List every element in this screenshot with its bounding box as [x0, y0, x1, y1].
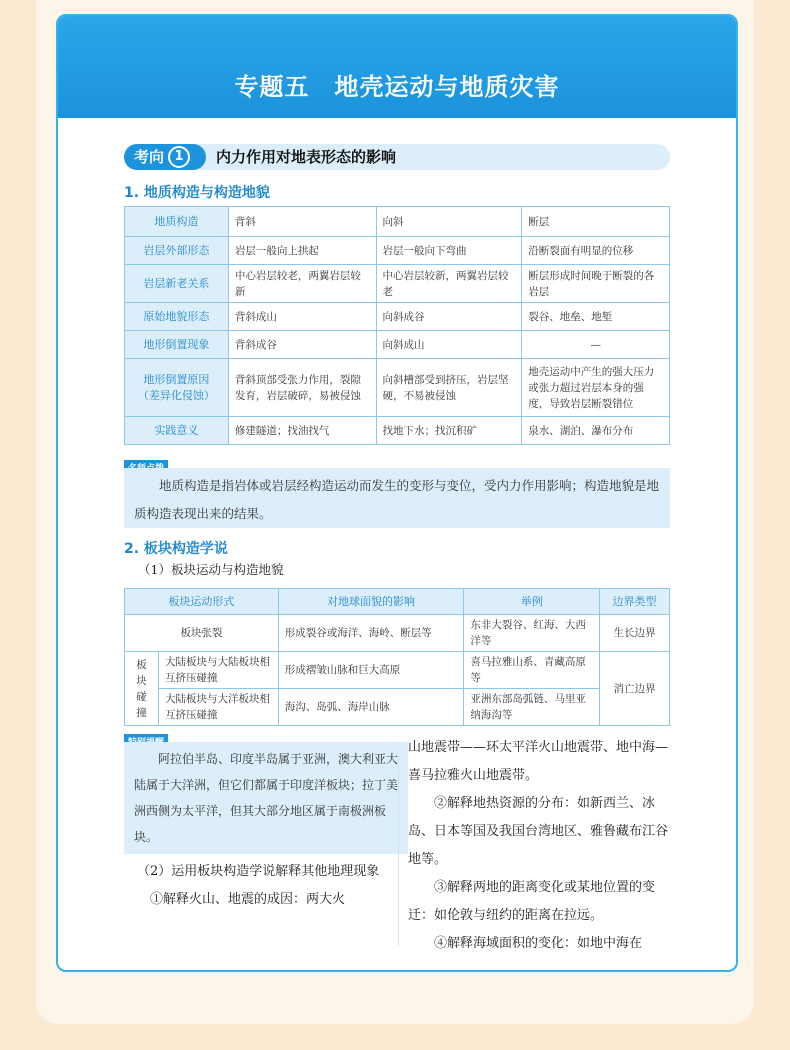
table-cell: 生长边界: [600, 615, 670, 652]
column-header: 边界类型: [600, 589, 670, 615]
subheading-plate-motion: （1）板块运动与构造地貌: [138, 562, 284, 577]
table-cell: 海沟、岛弧、海岸山脉: [278, 689, 464, 726]
table-cell: 泉水、湖泊、瀑布分布: [522, 417, 670, 445]
heading-geologic-structure: 1. 地质构造与构造地貌: [124, 185, 270, 201]
table-cell: 找地下水；找沉积矿: [376, 417, 522, 445]
table-cell: 亚洲东部岛弧链、马里亚纳海沟等: [464, 689, 600, 726]
section-bar: [124, 144, 670, 170]
table-row: [125, 417, 670, 445]
table-cell: 消亡边界: [600, 652, 670, 726]
table-cell: 形成裂谷或海洋、海岭、断层等: [278, 615, 464, 652]
chapter-title: 专题五 地壳运动与地质灾害: [234, 73, 560, 101]
table-row: [125, 652, 670, 689]
tip-box: [124, 468, 670, 528]
table-cell: 喜马拉雅山系、青藏高原等: [464, 652, 600, 689]
table-cell: 沿断裂面有明显的位移: [522, 237, 670, 265]
table-row: [125, 265, 670, 303]
table-cell: 向斜: [376, 207, 522, 237]
table-row: [125, 359, 670, 417]
tip-text: 地质构造是指岩体或岩层经构造运动而发生的变形与变位，受内力作用影响；构造地貌是地质构造表现出来的结果。: [134, 478, 660, 521]
section-tag: [124, 144, 206, 170]
table-cell: 裂谷、地垒、地堑: [522, 303, 670, 331]
geologic-structure-table: [124, 206, 670, 445]
section-title: 内力作用对地表形态的影响: [216, 148, 397, 166]
right-column-text: [408, 734, 672, 958]
table-row: [125, 237, 670, 265]
table-cell: 中心岩层较老，两翼岩层较新: [228, 265, 376, 303]
table-cell: 断层形成时间晚于断裂的各岩层: [522, 265, 670, 303]
column-header: 板块运动形式: [125, 589, 279, 615]
row-label: 地形倒置现象: [125, 331, 229, 359]
table-cell: 背斜成谷: [228, 331, 376, 359]
heading-plate-tectonics: 2. 板块构造学说: [124, 541, 228, 557]
row-label: 实践意义: [125, 417, 229, 445]
paragraph: （2）运用板块构造学说解释其他地理现象: [137, 864, 380, 879]
table-cell: 形成褶皱山脉和巨大高原: [278, 652, 464, 689]
paragraph: ④解释海域面积的变化：如地中海在: [434, 936, 643, 951]
column-divider: [398, 754, 399, 946]
row-label: 岩层新老关系: [125, 265, 229, 303]
column-header: 对地球面貌的影响: [278, 589, 464, 615]
row-label-main: 地形倒置原因: [143, 372, 210, 386]
table-row: [125, 615, 670, 652]
table-row: [125, 207, 670, 237]
paragraph: ②解释地热资源的分布：如新西兰、冰岛、日本等国及我国台湾地区、雅鲁藏布江谷地等。: [408, 796, 669, 867]
table-cell: 背斜: [228, 207, 376, 237]
table-cell: 向斜成山: [376, 331, 522, 359]
row-label: 地质构造: [125, 207, 229, 237]
table-cell: 板块张裂: [125, 615, 279, 652]
table-cell: 大陆板块与大洋板块相互挤压碰撞: [158, 689, 278, 726]
table-cell: 向斜成谷: [376, 303, 522, 331]
table-cell: 岩层一般向下弯曲: [376, 237, 522, 265]
table-cell: 地壳运动中产生的强大压力或张力超过岩层本身的强度，导致岩层断裂错位: [522, 359, 670, 417]
section-number: 1: [168, 146, 190, 168]
row-label: 原始地貌形态: [125, 303, 229, 331]
table-cell: 背斜成山: [228, 303, 376, 331]
reminder-box: [124, 742, 408, 854]
table-cell: 大陆板块与大陆板块相互挤压碰撞: [158, 652, 278, 689]
section-tag-label: 考向: [134, 148, 165, 166]
table-cell: 板块碰撞: [125, 652, 159, 726]
paragraph: ③解释两地的距离变化或某地位置的变迁：如伦敦与纽约的距离在拉远。: [408, 880, 656, 923]
table-row: [125, 689, 670, 726]
row-label: [125, 359, 229, 417]
row-label: 岩层外部形态: [125, 237, 229, 265]
table-cell: 背斜顶部受张力作用，裂隙发育，岩层破碎，易被侵蚀: [228, 359, 376, 417]
table-cell: 向斜槽部受到挤压，岩层坚硬，不易被侵蚀: [376, 359, 522, 417]
row-label-sub: （差异化侵蚀）: [137, 388, 215, 402]
table-row: [125, 331, 670, 359]
paragraph: ①解释火山、地震的成因：两大火: [150, 892, 346, 907]
table-row: [125, 303, 670, 331]
table-cell: —: [522, 331, 670, 359]
plate-motion-table: [124, 588, 670, 726]
paragraph: 山地震带——环太平洋火山地震带、地中海—喜马拉雅火山地震带。: [408, 740, 669, 783]
column-header: 举例: [464, 589, 600, 615]
table-cell: 岩层一般向上拱起: [228, 237, 376, 265]
table-cell: 中心岩层较新，两翼岩层较老: [376, 265, 522, 303]
table-header-row: [125, 589, 670, 615]
reminder-text: 阿拉伯半岛、印度半岛属于亚洲，澳大利亚大陆属于大洋洲，但它们都属于印度洋板块；拉丁美洲西侧为太平洋，但其大部分地区属于南极洲板块。: [134, 752, 399, 844]
table-cell: 修建隧道；找油找气: [228, 417, 376, 445]
left-column-text: [124, 858, 414, 914]
table-cell: 东非大裂谷、红海、大西洋等: [464, 615, 600, 652]
table-cell: 断层: [522, 207, 670, 237]
